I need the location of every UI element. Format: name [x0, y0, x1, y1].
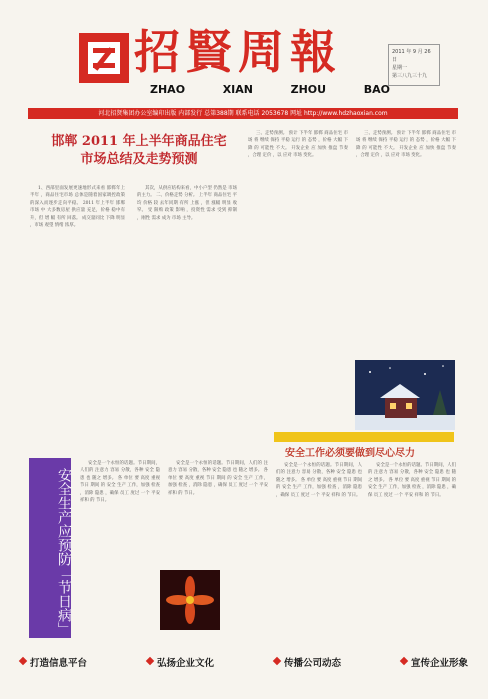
footer-item-2: 弘扬企业文化 — [147, 655, 214, 671]
winter-house-image — [355, 360, 455, 430]
footer-item-4: 宣传企业形象 — [401, 655, 468, 671]
date-line-2: 星期一 — [392, 65, 408, 71]
footer-item-3: 传播公司动态 — [274, 655, 341, 671]
masthead-pinyin — [150, 83, 390, 96]
article-column-2 — [137, 185, 237, 450]
headline-line-1: 邯郸 2011 年上半年商品住宅 — [51, 134, 227, 149]
article-paragraph: 1、西部里面发展更速地形式来看 邯郸年上半年 ，商品住宅市场 总体是随着国家调控政策 的深入而逐步走向平稳。 2011 年上半年 邯郸 市场 中 大多数房屋 供应量 充足，价格 稳中有升，但 增 幅 有所 回落。 成交量同比 下降 明显 ，市场 观望 情绪 浓厚。 — [30, 186, 125, 229]
safety-paragraph: 安全是一个永恒的话题。节日期间，人们的 注意力 容易 分散，各种 安全 隐患 也 随之 增多。 各 单位 要 高度 重视 节日 期间 的 安全 生产 工作，加强 检查 ，消除 隐患 ，确保 员工 度过 一个 平安 祥和 的 节日。 — [368, 463, 456, 498]
safety-paragraph: 安全是一个永恒的话题。节日期间，人们的 注意力 容易 分散，各种 安全 隐患 也 随之 增多。 各 单位 要 高度 重视 节日 期间 的 安全 生产 工作，加强 检查 ，消除 隐患 ，确保 员工 度过 一个 平安 祥和 的 节日。 — [276, 463, 362, 498]
date-line-1: 2011 年 9 月 26 日 — [392, 49, 431, 63]
safety-paragraph: 安全是一个永恒的话题。节日期间，人们的 注意力 容易 分散，各种 安全 隐患 也 随之 增多。 各 单位 要 高度 重视 节日 期间 的 安全 生产 工作，加强 检查 ，消除 隐患 ，确保 员工 度过 一个 平安 祥和 的 节日。 — [80, 461, 160, 504]
headline-line-2: 市场总结及走势预测 — [80, 152, 198, 167]
winter-house-illustration — [355, 360, 455, 430]
article-column-3 — [248, 130, 348, 425]
article-column-4 — [356, 130, 456, 355]
safety-heading-bar — [274, 432, 454, 442]
article-paragraph: 三、走势预测。 预计 下半年 邯郸 商品住宅 市场 将 继续 保持 平稳 运行 的 态势 ，价格 大幅 下降 的 可能性 不大。 开发企业 应 加快 推盘 节奏 ，合理 定价 ，以 应对 市场 变化。 — [248, 131, 348, 159]
publication-info-bar: 河北招贤集团办公室编印出版 内部发行 总第388期 联系电话 2053678 网址 http://www.hdzhaoxian.com — [28, 108, 458, 119]
article-column-1 — [30, 185, 125, 450]
logo-white-block — [88, 42, 120, 74]
article-paragraph: 三、走势预测。 预计 下半年 邯郸 商品住宅 市场 将 继续 保持 平稳 运行 的 态势 ，价格 大幅 下降 的 可能性 不大。 开发企业 应 加快 推盘 节奏 ，合理 定价 ，以 应对 市场 变化。 — [356, 131, 456, 159]
newspaper-logo — [79, 33, 129, 83]
date-line-3: 第三八九三十九 — [392, 73, 428, 79]
safety-column-2 — [168, 460, 268, 565]
safety-vertical-title: 安全生产应预防「节日病」 — [29, 458, 71, 638]
safety-column-3 — [276, 462, 362, 647]
pinyin-3: ZHOU — [290, 83, 327, 96]
safety-heading: 安全工作必须要做到尽心尽力 — [285, 448, 415, 459]
pinyin-4: BAO — [363, 83, 390, 96]
safety-column-4 — [368, 462, 456, 647]
pinyin-2: XIAN — [222, 83, 253, 96]
date-box — [388, 44, 440, 86]
footer-item-1: 打造信息平台 — [20, 655, 87, 671]
pinyin-1: ZHAO — [150, 83, 186, 96]
safety-paragraph: 安全是一个永恒的话题。节日期间，人们的 注意力 容易 分散，各种 安全 隐患 也 随之 增多。 各 单位 要 高度 重视 节日 期间 的 安全 生产 工作，加强 检查 ，消除 隐患 ，确保 员工 度过 一个 平安 祥和 的 节日。 — [168, 461, 268, 496]
footer-slogans — [20, 655, 468, 671]
article-paragraph: 其次，从供应结构来看，中小户型 仍然是 市场 的主力。 二、价格走势 分析。 上半年 商品住宅 平均 价格 较 去年同期 有所 上涨 ，但 涨幅 明显 收窄。 受 限购 政策 影响 ，投资性 需求 受到 抑制 ，刚性 需求 成为 市场 主导。 — [137, 186, 237, 221]
masthead-title: 招賢周報 — [134, 25, 342, 79]
safety-column-1 — [80, 460, 160, 645]
lead-headline — [40, 133, 238, 169]
flower-illustration — [160, 570, 220, 630]
